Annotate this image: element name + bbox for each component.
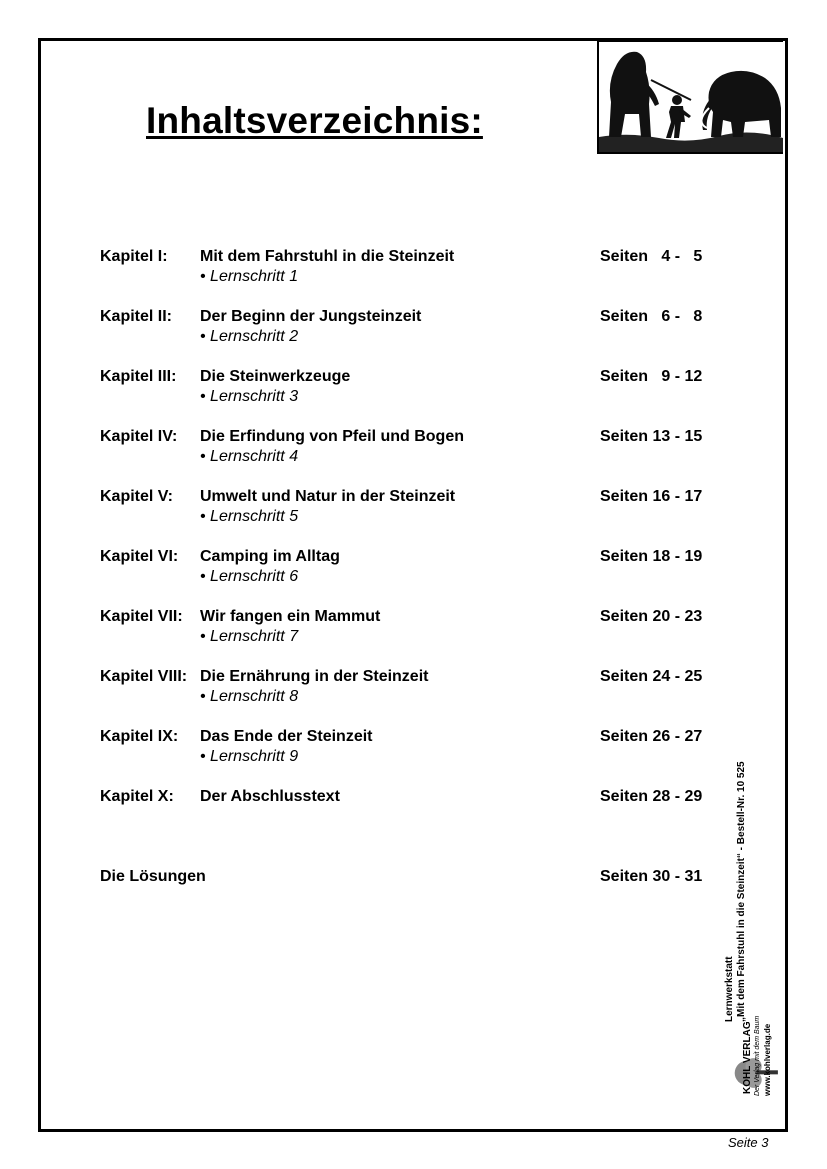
chapter-label: Kapitel X: bbox=[100, 788, 174, 805]
page-number: Seite 3 bbox=[728, 1135, 769, 1150]
chapter-title: Der Beginn der Jungsteinzeit bbox=[200, 308, 422, 325]
product-title-order-no: „Mit dem Fahrstuhl in die Steinzeit“ - Bestell-Nr. 10 525 bbox=[736, 761, 747, 1022]
chapter-label: Kapitel II: bbox=[100, 308, 173, 325]
chapter-pages: Seiten 18 - 19 bbox=[600, 548, 703, 565]
chapter-title: Umwelt und Natur in der Steinzeit bbox=[200, 488, 456, 505]
chapter-pages: Seiten 26 - 27 bbox=[600, 728, 703, 745]
chapter-label: Kapitel I: bbox=[100, 248, 168, 265]
chapter-title: Mit dem Fahrstuhl in die Steinzeit bbox=[200, 248, 455, 265]
chapter-label: Kapitel VI: bbox=[100, 548, 179, 565]
chapter-label: Kapitel IX: bbox=[100, 728, 179, 745]
chapter-pages: Seiten 24 - 25 bbox=[600, 668, 703, 685]
chapter-label: Kapitel III: bbox=[100, 368, 177, 385]
chapter-title: Der Abschlusstext bbox=[200, 788, 340, 805]
learning-step: • Lernschritt 8 bbox=[200, 688, 299, 705]
chapter-title: Die Steinwerkzeuge bbox=[200, 368, 351, 385]
page-frame bbox=[38, 38, 788, 1132]
page-title: Inhaltsverzeichnis: bbox=[146, 100, 483, 141]
learning-step: • Lernschritt 2 bbox=[200, 328, 299, 345]
learning-step: • Lernschritt 7 bbox=[200, 628, 299, 645]
chapter-title: Wir fangen ein Mammut bbox=[200, 608, 381, 625]
learning-step: • Lernschritt 1 bbox=[200, 268, 299, 285]
product-series: Lernwerkstatt bbox=[724, 956, 735, 1022]
chapter-label: Kapitel IV: bbox=[100, 428, 178, 445]
chapter-pages: Seiten 16 - 17 bbox=[600, 488, 703, 505]
chapter-label: Kapitel V: bbox=[100, 488, 173, 505]
chapter-pages: Seiten 6 - 8 bbox=[600, 308, 703, 325]
chapter-pages: Seiten 4 - 5 bbox=[600, 248, 703, 265]
publisher-slogan: Der Verlag mit dem Baum bbox=[754, 1015, 761, 1096]
chapter-title: Das Ende der Steinzeit bbox=[200, 728, 373, 745]
learning-step: • Lernschritt 9 bbox=[200, 748, 299, 765]
product-info bbox=[724, 761, 748, 1022]
publisher-brand: KOHL VERLAG bbox=[742, 1021, 753, 1094]
chapter-pages: Seiten 9 - 12 bbox=[600, 368, 703, 385]
publisher-sidebar bbox=[720, 718, 780, 1118]
chapter-title: Die Erfindung von Pfeil und Bogen bbox=[200, 428, 464, 445]
learning-step: • Lernschritt 5 bbox=[200, 508, 299, 525]
solutions-title: Die Lösungen bbox=[100, 868, 206, 885]
solutions-pages: Seiten 30 - 31 bbox=[600, 868, 703, 885]
chapter-label: Kapitel VIII: bbox=[100, 668, 188, 685]
chapter-title: Camping im Alltag bbox=[200, 548, 340, 565]
stone-age-illustration bbox=[597, 40, 783, 154]
chapter-label: Kapitel VII: bbox=[100, 608, 183, 625]
chapter-pages: Seiten 20 - 23 bbox=[600, 608, 703, 625]
chapter-pages: Seiten 13 - 15 bbox=[600, 428, 703, 445]
learning-step: • Lernschritt 3 bbox=[200, 388, 299, 405]
chapter-pages: Seiten 28 - 29 bbox=[600, 788, 703, 805]
publisher-url: www.kohlverlag.de bbox=[763, 1023, 772, 1096]
learning-step: • Lernschritt 4 bbox=[200, 448, 299, 465]
chapter-title: Die Ernährung in der Steinzeit bbox=[200, 668, 429, 685]
learning-step: • Lernschritt 6 bbox=[200, 568, 299, 585]
